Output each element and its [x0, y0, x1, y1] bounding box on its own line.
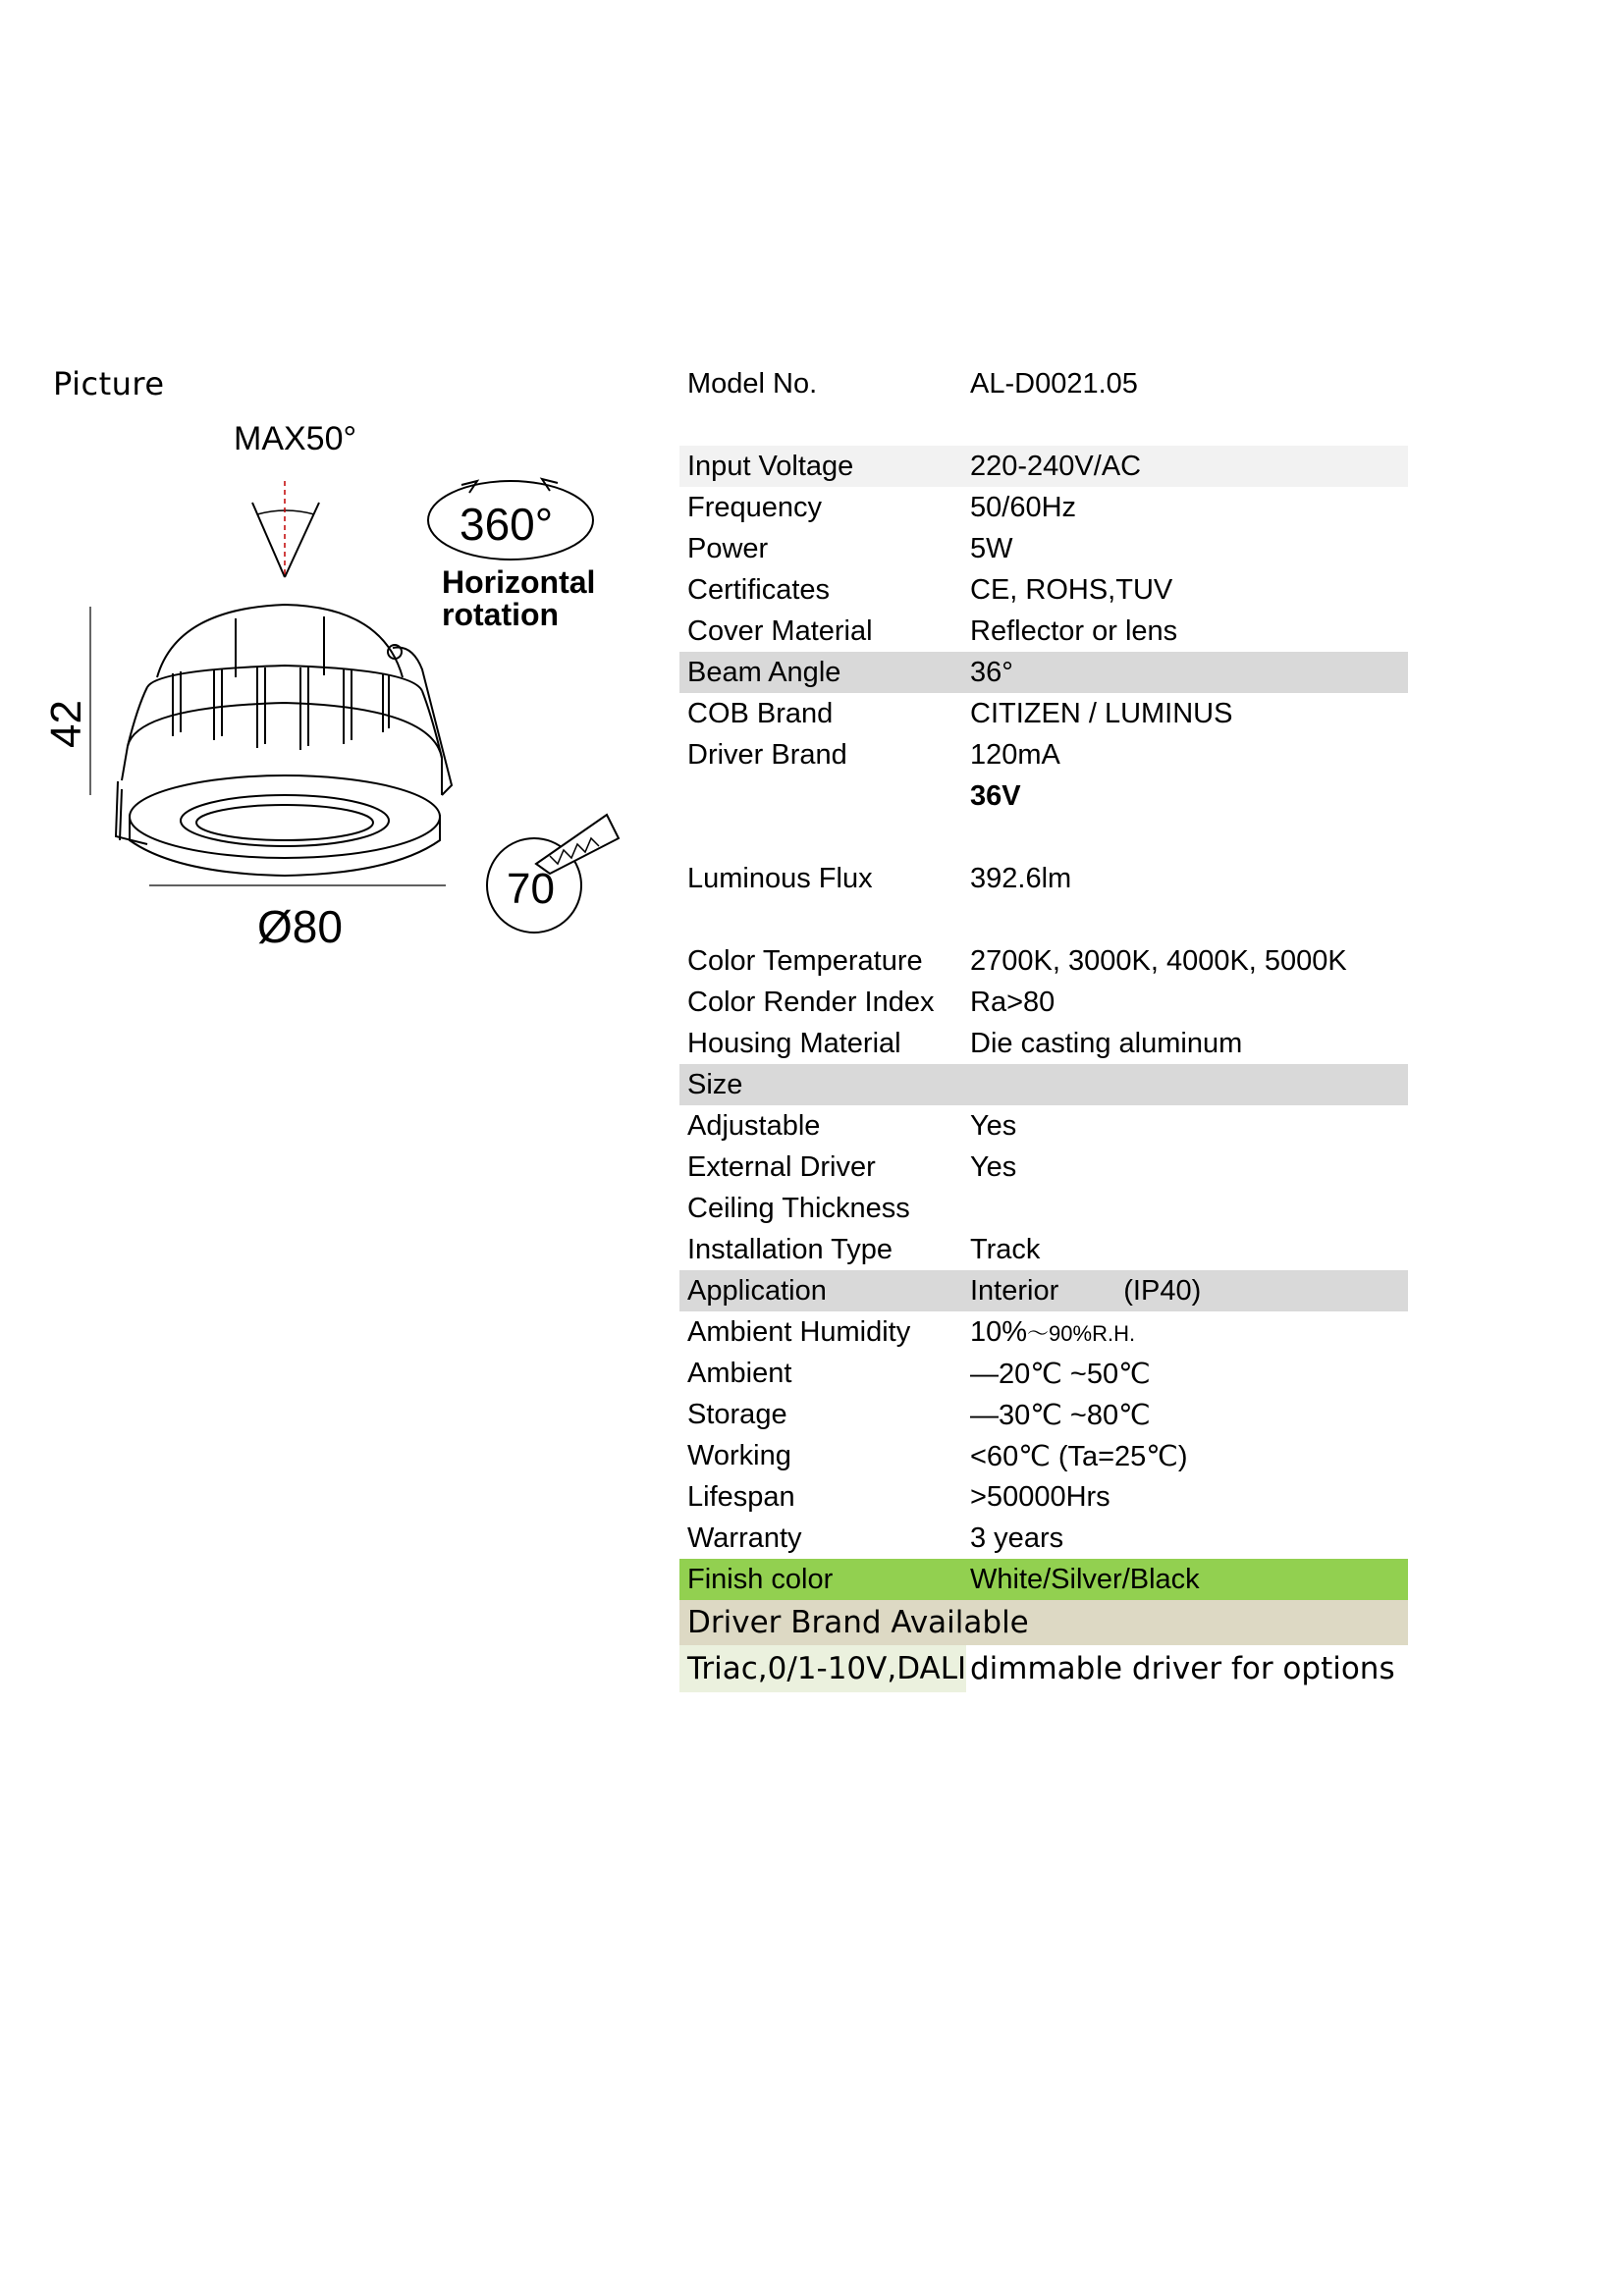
flux-label: Luminous Flux	[687, 862, 873, 894]
dimming-label: Triac,0/1-10V,DALI	[687, 1651, 967, 1686]
row-luminous-flux	[679, 858, 1408, 899]
cover-label: Cover Material	[687, 614, 873, 647]
driver-label: Driver Brand	[687, 738, 847, 771]
cutout-value: 70	[507, 865, 555, 913]
external-label: External Driver	[687, 1150, 876, 1183]
warranty-label: Warranty	[687, 1522, 802, 1554]
install-value: Track	[970, 1233, 1041, 1265]
downlight-illustration	[116, 605, 452, 876]
finish-value: White/Silver/Black	[970, 1563, 1200, 1595]
dimming-value: dimmable driver for options	[970, 1651, 1395, 1686]
humidity-value-a: 10%	[970, 1315, 1028, 1348]
cover-value: Reflector or lens	[970, 614, 1178, 647]
lifespan-value: >50000Hrs	[970, 1480, 1110, 1513]
cob-label: COB Brand	[687, 697, 834, 729]
flux-value: 392.6lm	[970, 862, 1072, 894]
height-value: 42	[42, 700, 90, 748]
model-label: Model No.	[687, 367, 818, 400]
row-dimming-options	[679, 1645, 1408, 1692]
max-angle-label: MAX50°	[234, 420, 357, 457]
row-application	[679, 1270, 1408, 1311]
cutout-indicator	[487, 815, 619, 933]
application-ip: (IP40)	[1123, 1274, 1202, 1307]
row-power	[679, 528, 1408, 569]
housing-label: Housing Material	[687, 1027, 901, 1059]
row-cri	[679, 982, 1408, 1023]
humidity-value-b: ～90%R.H.	[1027, 1320, 1136, 1346]
frequency-label: Frequency	[687, 491, 823, 523]
ceiling-label: Ceiling Thickness	[687, 1192, 910, 1224]
working-value: <60℃ (Ta=25℃)	[970, 1440, 1188, 1472]
beam-angle-indicator	[234, 420, 356, 577]
warranty-value: 3 years	[970, 1522, 1064, 1554]
row-cover-material	[679, 611, 1408, 652]
cct-value: 2700K, 3000K, 4000K, 5000K	[970, 944, 1347, 977]
power-value: 5W	[970, 532, 1013, 564]
row-size	[679, 1064, 1408, 1105]
storage-value: —30℃ ~80℃	[970, 1399, 1151, 1431]
frequency-value: 50/60Hz	[970, 491, 1077, 523]
rotation-caption-2: rotation	[442, 597, 560, 632]
row-color-temperature	[679, 940, 1408, 982]
adjustable-value: Yes	[970, 1109, 1017, 1142]
spacer	[679, 899, 1408, 940]
row-installation-type	[679, 1229, 1408, 1270]
application-label: Application	[687, 1274, 827, 1307]
certificates-label: Certificates	[687, 573, 831, 606]
row-beam-angle	[679, 652, 1408, 693]
housing-value: Die casting aluminum	[970, 1027, 1243, 1059]
driver-value: 120mA	[970, 738, 1060, 771]
row-input-voltage	[679, 446, 1408, 487]
ambient-value: —20℃ ~50℃	[970, 1358, 1151, 1390]
cri-label: Color Render Index	[687, 986, 935, 1018]
input-voltage-label: Input Voltage	[687, 450, 854, 482]
humidity-label: Ambient Humidity	[687, 1315, 911, 1348]
row-ambient	[679, 1353, 1408, 1394]
row-ceiling-thickness	[679, 1188, 1408, 1229]
cri-value: Ra>80	[970, 986, 1056, 1018]
input-voltage-value: 220-240V/AC	[970, 450, 1142, 482]
row-warranty	[679, 1518, 1408, 1559]
row-ambient-humidity	[679, 1311, 1408, 1353]
row-adjustable	[679, 1105, 1408, 1147]
row-driver-brand	[679, 734, 1408, 775]
row-model	[679, 363, 1408, 404]
beam-value: 36°	[970, 656, 1013, 688]
height-dimension	[42, 607, 90, 795]
power-label: Power	[687, 532, 769, 564]
driver-available-label: Driver Brand Available	[687, 1605, 1029, 1640]
row-housing-material	[679, 1023, 1408, 1064]
rotation-indicator	[428, 479, 595, 632]
cob-value: CITIZEN / LUMINUS	[970, 697, 1233, 729]
spacer	[679, 404, 1408, 446]
certificates-value: CE, ROHS,TUV	[970, 573, 1173, 606]
size-label: Size	[687, 1068, 743, 1100]
application-value: Interior	[970, 1274, 1059, 1307]
product-drawing	[0, 412, 648, 962]
finish-label: Finish color	[687, 1563, 834, 1595]
application-value-group	[970, 1275, 1201, 1308]
row-frequency	[679, 487, 1408, 528]
spacer	[679, 817, 1408, 858]
lifespan-label: Lifespan	[687, 1480, 795, 1513]
ambient-label: Ambient	[687, 1357, 792, 1389]
row-certificates	[679, 569, 1408, 611]
row-storage	[679, 1394, 1408, 1435]
diameter-value: Ø80	[257, 901, 343, 952]
beam-label: Beam Angle	[687, 656, 841, 688]
working-label: Working	[687, 1439, 791, 1471]
driver-value-2: 36V	[970, 779, 1021, 812]
cct-label: Color Temperature	[687, 944, 923, 977]
rotation-degrees: 360°	[460, 499, 554, 550]
row-cob-brand	[679, 693, 1408, 734]
storage-label: Storage	[687, 1398, 787, 1430]
adjustable-label: Adjustable	[687, 1109, 821, 1142]
external-value: Yes	[970, 1150, 1017, 1183]
model-value: AL-D0021.05	[970, 367, 1138, 400]
row-driver-voltage	[679, 775, 1408, 817]
row-external-driver	[679, 1147, 1408, 1188]
install-label: Installation Type	[687, 1233, 893, 1265]
spec-table	[679, 363, 1408, 1692]
picture-label: Picture	[53, 365, 165, 402]
row-lifespan	[679, 1476, 1408, 1518]
row-working	[679, 1435, 1408, 1476]
rotation-caption-1: Horizontal	[442, 564, 596, 600]
humidity-value-group	[970, 1316, 1135, 1349]
row-finish-color	[679, 1559, 1408, 1600]
diameter-dimension	[149, 885, 446, 952]
row-driver-available	[679, 1600, 1408, 1645]
